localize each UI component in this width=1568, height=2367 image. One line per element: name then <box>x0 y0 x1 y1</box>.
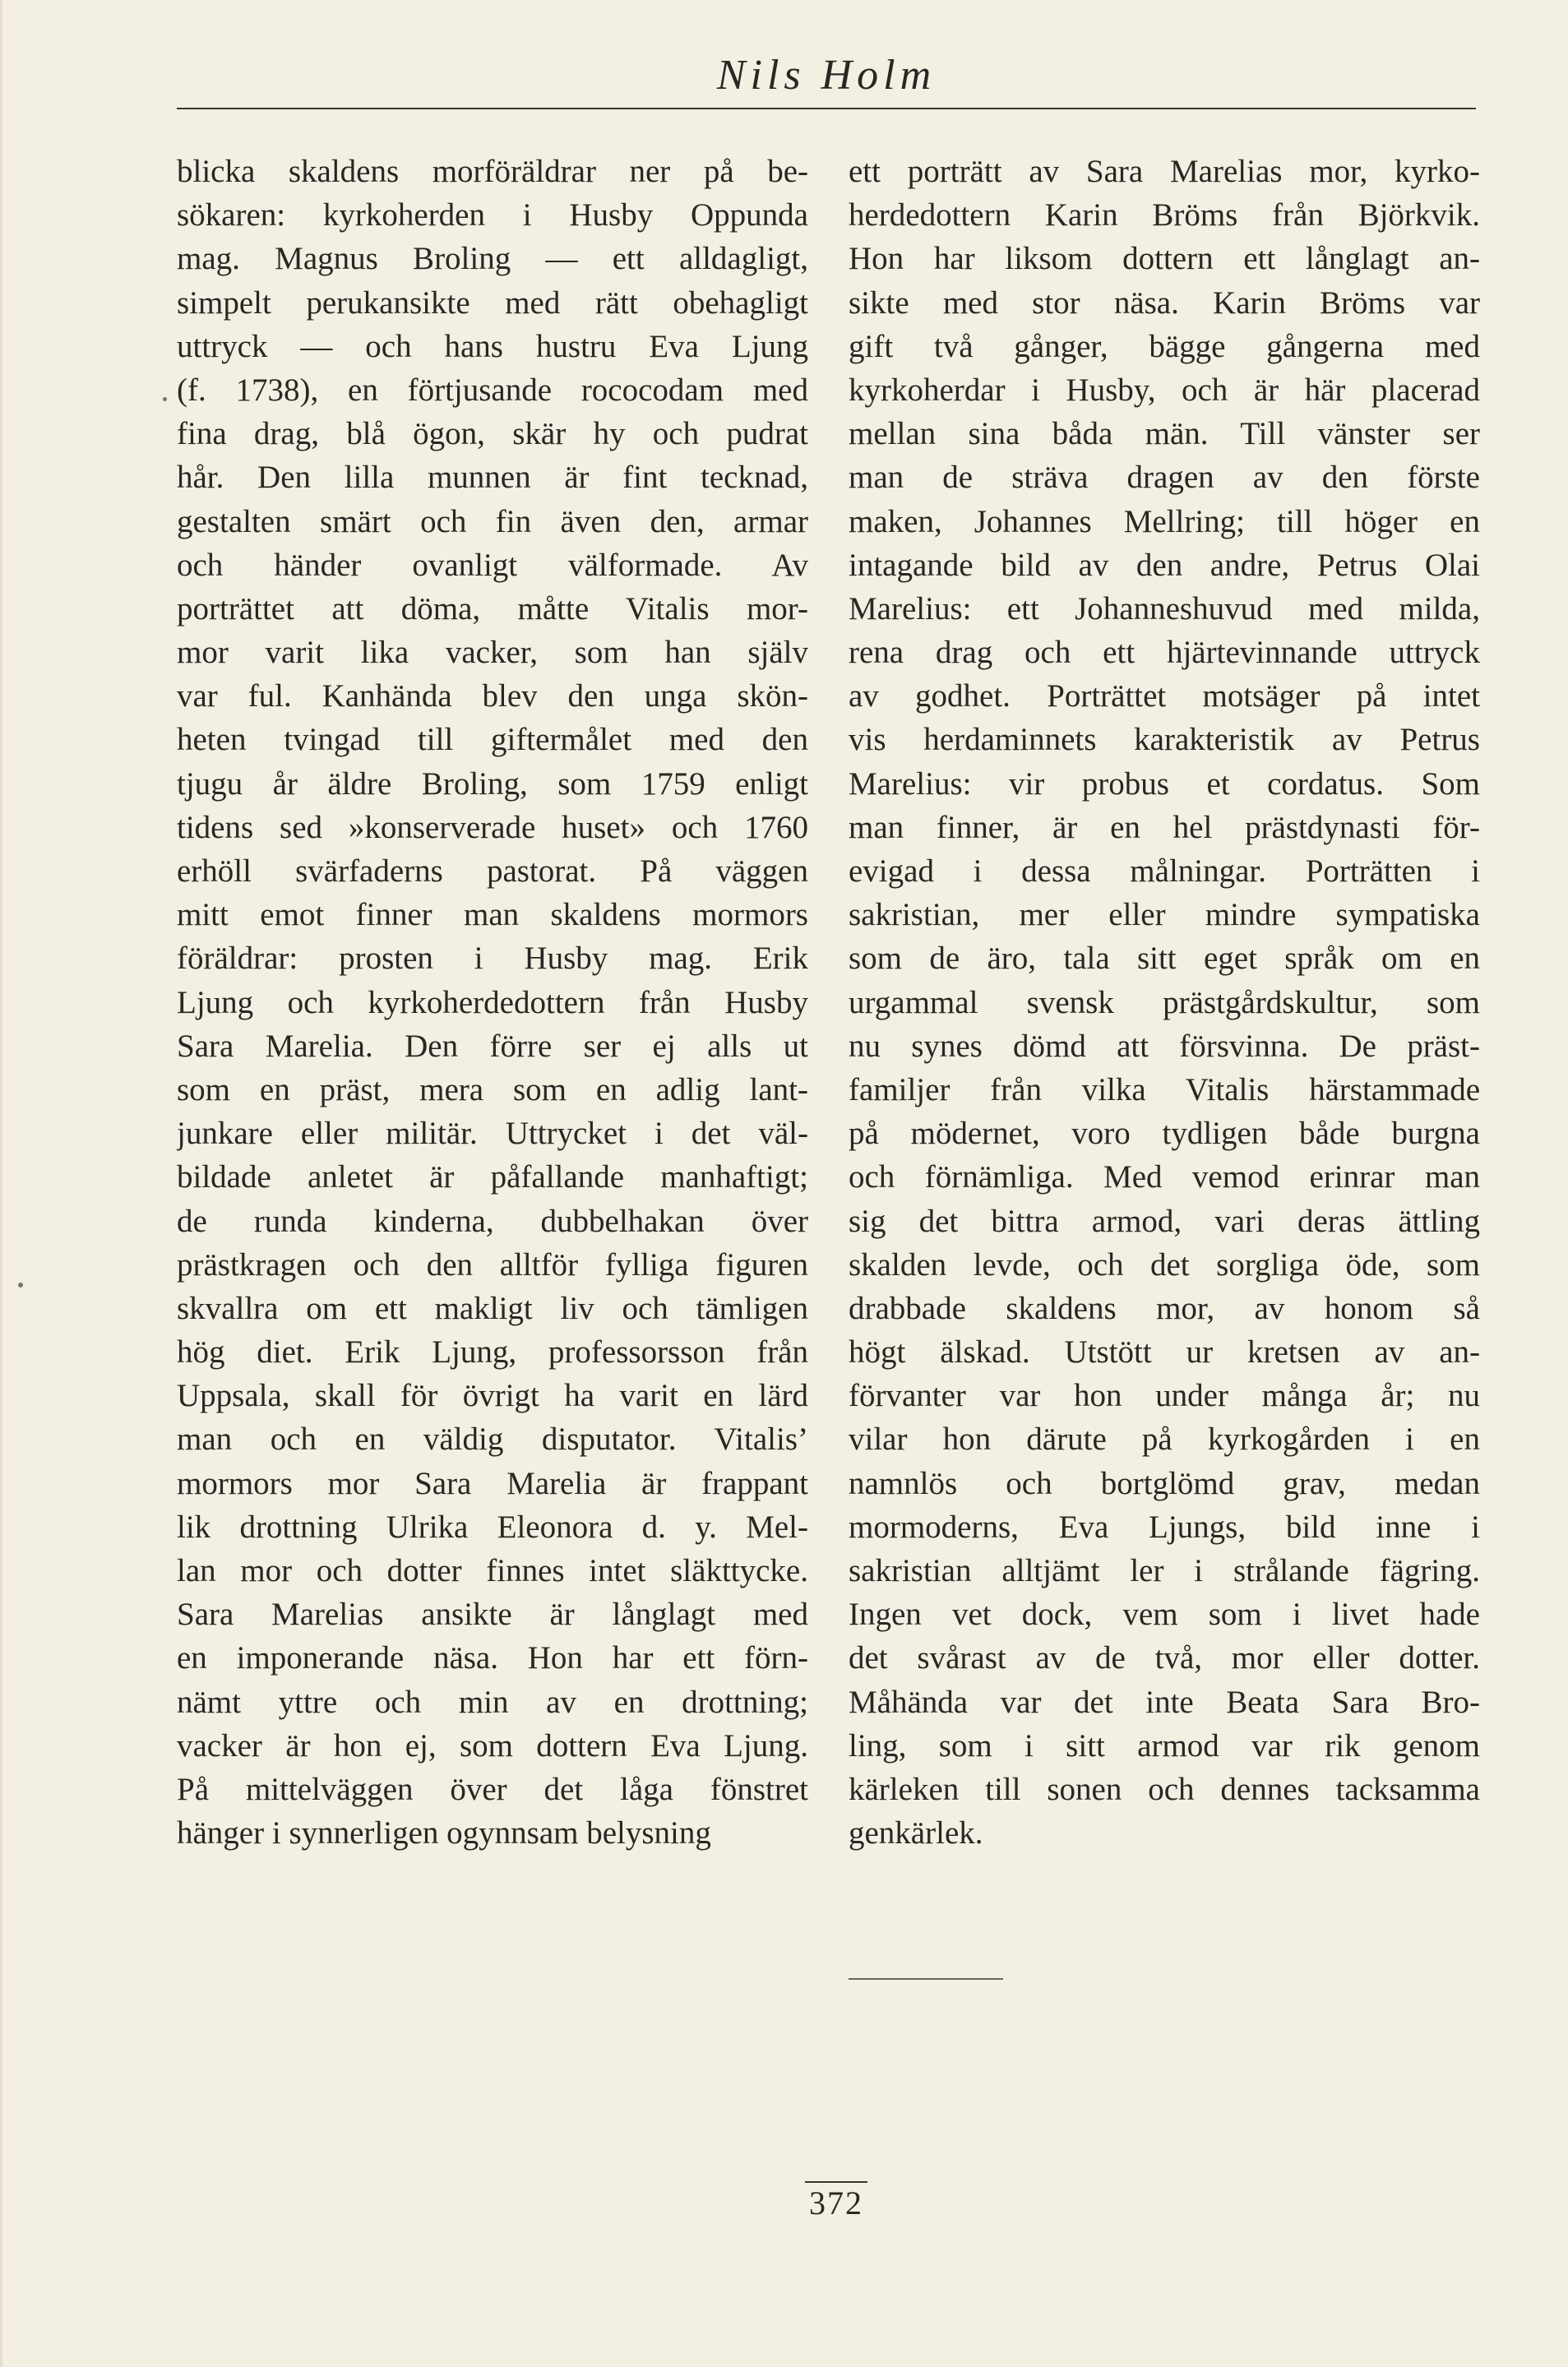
right-column <box>849 150 1480 1855</box>
text-line: Uppsala, skall för övrigt ha varit en lärd <box>177 1378 808 1414</box>
text-line: lan mor och dotter finnes intet släkttycke. <box>177 1553 808 1588</box>
text-line: skalden levde, och det sorgliga öde, som <box>849 1246 1480 1283</box>
text-line: simpelt perukansikte med rätt obehagligt <box>177 284 808 321</box>
text-line: mag. Magnus Broling — ett alldagligt, <box>177 241 808 277</box>
header-rule <box>177 108 1476 109</box>
text-line: Sara Marelia. Den förre ser ej alls ut <box>177 1028 808 1064</box>
text-line: nämt yttre och min av en drottning; <box>177 1684 808 1720</box>
text-line: hög diet. Erik Ljung, professorsson från <box>177 1334 808 1371</box>
text-line: prästkragen och den alltför fylliga figuren <box>177 1246 808 1283</box>
text-line: vis herdaminnets karakteristik av Petrus <box>849 722 1480 758</box>
text-line: sökaren: kyrkoherden i Husby Oppunda <box>177 197 808 233</box>
text-line: kyrkoherdar i Husby, och är här placerad <box>849 372 1480 408</box>
text-line: Ingen vet dock, vem som i livet hade <box>849 1597 1480 1633</box>
text-line: familjer från vilka Vitalis härstammade <box>849 1071 1480 1107</box>
text-line: tjugu år äldre Broling, som 1759 enligt <box>177 765 808 802</box>
text-line: på mödernet, voro tydligen både burgna <box>849 1116 1480 1152</box>
text-line: Måhända var det inte Beata Sara Bro- <box>849 1684 1480 1720</box>
text-line: det svårast av de två, mor eller dotter. <box>849 1640 1480 1676</box>
running-head: Nils Holm <box>716 52 937 99</box>
text-line: Marelius: vir probus et cordatus. Som <box>849 765 1480 802</box>
text-line: hänger i synnerligen ogynnsam belysning <box>177 1815 711 1852</box>
text-line: mor varit lika vacker, som han själv <box>177 635 808 671</box>
text-line: maken, Johannes Mellring; till höger en <box>849 503 1480 539</box>
text-line: hår. Den lilla munnen är fint tecknad, <box>177 460 808 496</box>
text-line: junkare eller militär. Uttrycket i det väl- <box>177 1116 808 1152</box>
text-line: uttryck — och hans hustru Eva Ljung <box>177 328 808 364</box>
text-line: sig det bittra armod, vari deras ättling <box>849 1203 1480 1239</box>
text-line: evigad i dessa målningar. Porträtten i <box>849 853 1480 889</box>
text-line: blicka skaldens morföräldrar ner på be- <box>177 154 808 189</box>
text-line: Ljung och kyrkoherdedottern från Husby <box>177 984 808 1020</box>
text-line: föräldrar: prosten i Husby mag. Erik <box>177 941 808 977</box>
text-line: sakristian alltjämt ler i strålande fägring. <box>849 1553 1480 1588</box>
text-line: man de sträva dragen av den förste <box>849 460 1480 496</box>
text-line: som de äro, tala sitt eget språk om en <box>849 941 1480 977</box>
text-line: (f. 1738), en förtjusande rococodam med <box>177 372 808 408</box>
text-line: en imponerande näsa. Hon har ett förn- <box>177 1640 808 1676</box>
text-line: ett porträtt av Sara Marelias mor, kyrko- <box>849 154 1480 189</box>
text-line: herdedottern Karin Bröms från Björkvik. <box>849 197 1480 233</box>
text-line: drabbade skaldens mor, av honom så <box>849 1290 1480 1326</box>
text-line: Marelius: ett Johanneshuvud med milda, <box>849 590 1480 626</box>
text-line: sakristian, mer eller mindre sympatiska <box>849 897 1480 933</box>
text-line: genkärlek. <box>849 1815 983 1852</box>
text-line: man finner, är en hel prästdynasti för- <box>849 809 1480 845</box>
text-line: nu synes dömd att försvinna. De präst- <box>849 1028 1480 1064</box>
page-number: 372 <box>809 2184 863 2221</box>
text-line: av godhet. Porträttet motsäger på intet <box>849 678 1480 714</box>
text-line: som en präst, mera som en adlig lant- <box>177 1071 808 1107</box>
text-line: mormoderns, Eva Ljungs, bild inne i <box>849 1509 1480 1545</box>
text-line: förvanter var hon under många år; nu <box>849 1378 1480 1414</box>
text-line: sikte med stor näsa. Karin Bröms var <box>849 284 1480 321</box>
text-line: de runda kinderna, dubbelhakan över <box>177 1203 808 1239</box>
text-line: vilar hon därute på kyrkogården i en <box>849 1422 1480 1458</box>
text-line: heten tvingad till giftermålet med den <box>177 722 808 758</box>
text-line: och förnämliga. Med vemod erinrar man <box>849 1159 1480 1195</box>
text-line: vacker är hon ej, som dottern Eva Ljung. <box>177 1727 808 1764</box>
text-line: och händer ovanligt välformade. Av <box>177 547 808 583</box>
text-line: lik drottning Ulrika Eleonora d. y. Mel- <box>177 1509 808 1545</box>
text-line: skvallra om ett makligt liv och tämligen <box>177 1290 808 1326</box>
text-line: mellan sina båda män. Till vänster ser <box>849 416 1480 452</box>
text-line: fina drag, blå ögon, skär hy och pudrat <box>177 416 808 452</box>
page-number-rule <box>805 2181 867 2183</box>
text-line: mormors mor Sara Marelia är frappant <box>177 1465 808 1501</box>
text-line: ling, som i sitt armod var rik genom <box>849 1727 1480 1764</box>
text-line: intagande bild av den andre, Petrus Olai <box>849 547 1480 583</box>
section-end-rule <box>849 1978 1003 1980</box>
text-line: mitt emot finner man skaldens mormors <box>177 897 808 933</box>
text-line: högt älskad. Utstött ur kretsen av an- <box>849 1334 1480 1371</box>
text-line: man och en väldig disputator. Vitalis’ <box>177 1422 808 1458</box>
text-line: gift två gånger, bägge gångerna med <box>849 328 1480 364</box>
text-line: erhöll svärfaderns pastorat. På väggen <box>177 853 808 889</box>
text-line: Sara Marelias ansikte är långlagt med <box>177 1597 808 1633</box>
text-line: urgammal svensk prästgårdskultur, som <box>849 984 1480 1020</box>
paper-speck <box>163 397 167 401</box>
text-line: rena drag och ett hjärtevinnande uttryck <box>849 635 1480 671</box>
left-column <box>177 150 808 1855</box>
text-line: tidens sed »konserverade huset» och 1760 <box>177 809 808 845</box>
text-line: bildade anletet är påfallande manhaftigt; <box>177 1159 808 1195</box>
paper-speck <box>18 1283 23 1288</box>
text-line: På mittelväggen över det låga fönstret <box>177 1771 808 1807</box>
text-line: kärleken till sonen och dennes tacksamma <box>849 1771 1480 1807</box>
text-line: gestalten smärt och fin även den, armar <box>177 503 808 539</box>
text-line: porträttet att döma, måtte Vitalis mor- <box>177 590 808 626</box>
text-line: Hon har liksom dottern ett långlagt an- <box>849 241 1480 277</box>
text-line: namnlös och bortglömd grav, medan <box>849 1465 1480 1501</box>
text-line: var ful. Kanhända blev den unga skön- <box>177 678 808 714</box>
